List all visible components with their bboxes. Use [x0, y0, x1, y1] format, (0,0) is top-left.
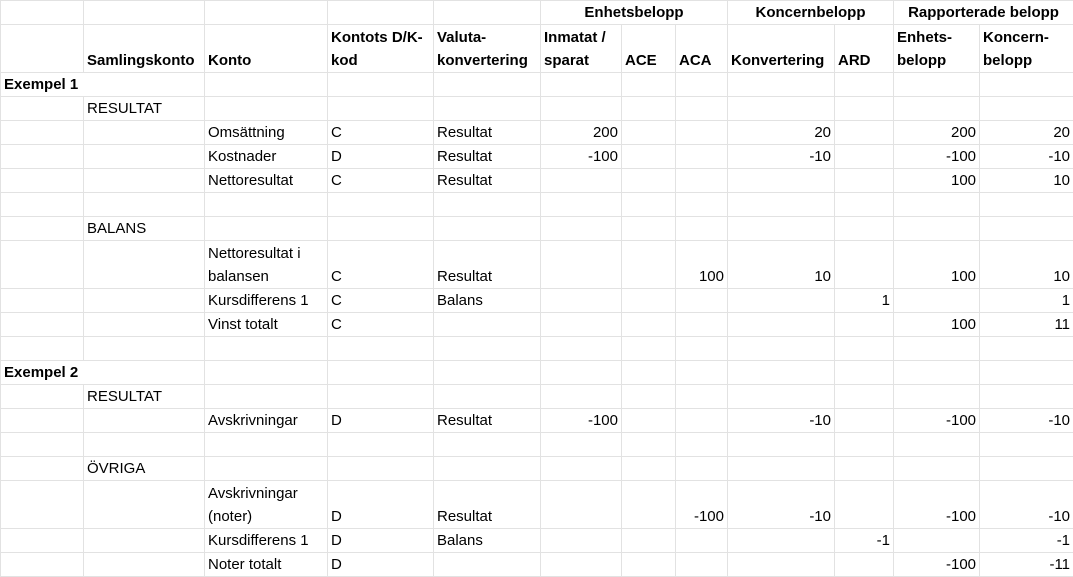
cell[interactable] — [835, 361, 894, 385]
ace-value[interactable] — [622, 169, 676, 193]
cell[interactable] — [835, 73, 894, 97]
ard-value[interactable] — [835, 409, 894, 433]
entered-value[interactable] — [541, 529, 622, 553]
ace-value[interactable] — [622, 145, 676, 169]
example-title[interactable]: Exempel 2 — [1, 361, 205, 385]
cell[interactable] — [1, 529, 84, 553]
cell[interactable] — [980, 73, 1073, 97]
cell[interactable] — [1, 193, 84, 217]
cell[interactable] — [205, 217, 328, 241]
cell[interactable] — [84, 241, 205, 289]
cell[interactable] — [84, 121, 205, 145]
dk-code[interactable]: D — [328, 409, 434, 433]
table-row — [1, 97, 1073, 121]
currency-conversion[interactable]: Resultat — [434, 145, 541, 169]
cell[interactable] — [541, 433, 622, 457]
account-name[interactable] — [205, 241, 328, 289]
cell[interactable] — [1, 409, 84, 433]
cell[interactable] — [328, 457, 434, 481]
dk-code[interactable]: C — [328, 121, 434, 145]
cell[interactable] — [894, 385, 980, 409]
cell[interactable] — [541, 457, 622, 481]
group-header-row — [1, 1, 1073, 25]
table-row — [1, 553, 1073, 577]
cell[interactable] — [1, 145, 84, 169]
cell[interactable] — [434, 457, 541, 481]
table-row — [1, 337, 1073, 361]
entered-value[interactable] — [541, 289, 622, 313]
cell[interactable] — [205, 1, 328, 25]
table-row — [1, 145, 1073, 169]
header-entered-line2: sparat — [544, 52, 590, 69]
ard-value[interactable] — [835, 145, 894, 169]
dk-code[interactable]: D — [328, 481, 434, 529]
header-group-line2: belopp — [983, 52, 1033, 69]
cell[interactable] — [1, 169, 84, 193]
header-entered[interactable] — [541, 25, 622, 73]
cell[interactable] — [676, 193, 728, 217]
table-row — [1, 313, 1073, 337]
header-account[interactable]: Konto — [205, 25, 328, 73]
header-entity-line2: belopp — [897, 52, 947, 69]
column-header-row — [1, 25, 1073, 73]
currency-conversion[interactable]: Resultat — [434, 169, 541, 193]
cell[interactable] — [1, 553, 84, 577]
header-entity-line1: Enhets- — [897, 29, 953, 46]
account-name[interactable]: Kursdifferens 1 — [205, 529, 328, 553]
cell[interactable] — [894, 337, 980, 361]
cell[interactable] — [1, 121, 84, 145]
cell[interactable] — [980, 97, 1073, 121]
table-row — [1, 409, 1073, 433]
reported-entity-value[interactable]: -100 — [894, 145, 980, 169]
account-name-line2: balansen — [208, 268, 269, 285]
reported-group-value[interactable]: 11 — [980, 313, 1073, 337]
cell[interactable] — [205, 433, 328, 457]
header-ace[interactable]: ACE — [622, 25, 676, 73]
header-aca[interactable]: ACA — [676, 25, 728, 73]
ard-value[interactable] — [835, 481, 894, 529]
ard-value[interactable] — [835, 241, 894, 289]
cell[interactable] — [84, 145, 205, 169]
account-name[interactable] — [205, 481, 328, 529]
entered-value[interactable] — [541, 481, 622, 529]
cell[interactable] — [434, 97, 541, 121]
entered-value[interactable] — [541, 313, 622, 337]
cell[interactable] — [434, 73, 541, 97]
table-row — [1, 289, 1073, 313]
header-currency-line2: konvertering — [437, 52, 528, 69]
cell[interactable] — [541, 73, 622, 97]
cell[interactable] — [84, 409, 205, 433]
header-group-amount[interactable] — [980, 25, 1073, 73]
cell[interactable] — [84, 193, 205, 217]
cell[interactable] — [622, 361, 676, 385]
entered-value[interactable]: 200 — [541, 121, 622, 145]
cell[interactable] — [84, 313, 205, 337]
ace-value[interactable] — [622, 121, 676, 145]
cell[interactable] — [980, 337, 1073, 361]
cell[interactable] — [622, 457, 676, 481]
reported-entity-value[interactable]: -100 — [894, 553, 980, 577]
currency-conversion[interactable]: Resultat — [434, 409, 541, 433]
account-name[interactable]: Vinst totalt — [205, 313, 328, 337]
cell[interactable] — [835, 97, 894, 121]
group-reported-amount[interactable]: Rapporterade belopp — [894, 1, 1073, 25]
cell[interactable] — [676, 73, 728, 97]
cell[interactable] — [835, 337, 894, 361]
cell[interactable] — [728, 361, 835, 385]
cell[interactable] — [328, 97, 434, 121]
currency-conversion[interactable]: Resultat — [434, 121, 541, 145]
reported-entity-value[interactable]: 200 — [894, 121, 980, 145]
cell[interactable] — [622, 433, 676, 457]
header-entered-line1: Inmatat / — [544, 29, 606, 46]
currency-conversion[interactable]: Balans — [434, 529, 541, 553]
cell[interactable] — [84, 481, 205, 529]
cell[interactable] — [328, 433, 434, 457]
cell[interactable] — [1, 313, 84, 337]
header-ard[interactable]: ARD — [835, 25, 894, 73]
ace-value[interactable] — [622, 529, 676, 553]
header-entity-amount[interactable] — [894, 25, 980, 73]
dk-code[interactable]: C — [328, 241, 434, 289]
cell[interactable] — [541, 361, 622, 385]
cell[interactable] — [980, 385, 1073, 409]
cell[interactable] — [622, 193, 676, 217]
account-name[interactable]: Nettoresultat — [205, 169, 328, 193]
section-label[interactable]: BALANS — [84, 217, 205, 241]
aca-value[interactable] — [676, 529, 728, 553]
cell[interactable] — [728, 97, 835, 121]
cell[interactable] — [622, 97, 676, 121]
ard-value[interactable]: -1 — [835, 529, 894, 553]
cell[interactable] — [980, 433, 1073, 457]
cell[interactable] — [434, 1, 541, 25]
reported-entity-value[interactable] — [894, 289, 980, 313]
reported-group-value[interactable]: -10 — [980, 145, 1073, 169]
cell[interactable] — [1, 25, 84, 73]
cell[interactable] — [205, 193, 328, 217]
currency-conversion[interactable]: Resultat — [434, 481, 541, 529]
cell[interactable] — [894, 361, 980, 385]
cell[interactable] — [622, 385, 676, 409]
currency-conversion[interactable] — [434, 553, 541, 577]
cell[interactable] — [328, 193, 434, 217]
ace-value[interactable] — [622, 313, 676, 337]
account-name[interactable]: Kostnader — [205, 145, 328, 169]
cell[interactable] — [835, 385, 894, 409]
reported-entity-value[interactable]: -100 — [894, 481, 980, 529]
section-label[interactable]: RESULTAT — [84, 97, 205, 121]
example-title[interactable]: Exempel 1 — [1, 73, 205, 97]
conversion-value[interactable] — [728, 553, 835, 577]
cell[interactable] — [434, 385, 541, 409]
cell[interactable] — [84, 337, 205, 361]
cell[interactable] — [835, 433, 894, 457]
cell[interactable] — [980, 361, 1073, 385]
cell[interactable] — [894, 97, 980, 121]
cell[interactable] — [1, 217, 84, 241]
group-group-amount[interactable]: Koncernbelopp — [728, 1, 894, 25]
table-row — [1, 241, 1073, 289]
aca-value[interactable] — [676, 553, 728, 577]
cell[interactable] — [205, 361, 328, 385]
cell[interactable] — [84, 289, 205, 313]
entered-value[interactable] — [541, 241, 622, 289]
cell[interactable] — [541, 97, 622, 121]
cell[interactable] — [84, 1, 205, 25]
header-dk-line2: kod — [331, 52, 358, 69]
cell[interactable] — [728, 433, 835, 457]
dk-code[interactable]: C — [328, 169, 434, 193]
cell[interactable] — [622, 73, 676, 97]
cell[interactable] — [1, 457, 84, 481]
cell[interactable] — [980, 193, 1073, 217]
header-currency-conversion[interactable] — [434, 25, 541, 73]
ace-value[interactable] — [622, 241, 676, 289]
cell[interactable] — [1, 337, 84, 361]
reported-group-value[interactable]: -1 — [980, 529, 1073, 553]
header-dk-code[interactable] — [328, 25, 434, 73]
ace-value[interactable] — [622, 481, 676, 529]
account-name[interactable]: Kursdifferens 1 — [205, 289, 328, 313]
header-collective-account[interactable]: Samlingskonto — [84, 25, 205, 73]
cell[interactable] — [622, 217, 676, 241]
reported-entity-value[interactable]: 100 — [894, 241, 980, 289]
section-label[interactable]: RESULTAT — [84, 385, 205, 409]
aca-value[interactable] — [676, 289, 728, 313]
account-name[interactable]: Noter totalt — [205, 553, 328, 577]
cell[interactable] — [676, 217, 728, 241]
entered-value[interactable]: -100 — [541, 409, 622, 433]
conversion-value[interactable] — [728, 169, 835, 193]
table-row — [1, 193, 1073, 217]
cell[interactable] — [622, 337, 676, 361]
cell[interactable] — [676, 337, 728, 361]
cell[interactable] — [1, 433, 84, 457]
conversion-value[interactable]: -10 — [728, 145, 835, 169]
currency-conversion[interactable]: Resultat — [434, 241, 541, 289]
cell[interactable] — [676, 97, 728, 121]
account-name-line2: (noter) — [208, 508, 253, 525]
aca-value[interactable]: -100 — [676, 481, 728, 529]
conversion-value[interactable]: -10 — [728, 409, 835, 433]
cell[interactable] — [728, 385, 835, 409]
table-row — [1, 385, 1073, 409]
cell[interactable] — [434, 433, 541, 457]
cell[interactable] — [894, 193, 980, 217]
entered-value[interactable]: -100 — [541, 145, 622, 169]
dk-code[interactable]: C — [328, 289, 434, 313]
cell[interactable] — [894, 73, 980, 97]
conversion-value[interactable]: 10 — [728, 241, 835, 289]
cell[interactable] — [328, 1, 434, 25]
cell[interactable] — [84, 169, 205, 193]
table-row — [1, 529, 1073, 553]
account-name[interactable]: Omsättning — [205, 121, 328, 145]
cell[interactable] — [676, 361, 728, 385]
cell[interactable] — [835, 457, 894, 481]
table-row — [1, 73, 1073, 97]
entered-value[interactable] — [541, 553, 622, 577]
reported-group-value[interactable]: -10 — [980, 409, 1073, 433]
cell[interactable] — [205, 73, 328, 97]
cell[interactable] — [328, 361, 434, 385]
cell[interactable] — [434, 361, 541, 385]
table-row — [1, 361, 1073, 385]
account-name-line1: Avskrivningar — [208, 485, 298, 502]
cell[interactable] — [541, 337, 622, 361]
cell[interactable] — [1, 241, 84, 289]
reported-group-value[interactable]: -10 — [980, 481, 1073, 529]
reported-entity-value[interactable]: 100 — [894, 313, 980, 337]
reported-group-value[interactable]: 10 — [980, 169, 1073, 193]
cell[interactable] — [676, 385, 728, 409]
aca-value[interactable] — [676, 145, 728, 169]
dk-code[interactable]: D — [328, 145, 434, 169]
dk-code[interactable]: C — [328, 313, 434, 337]
cell[interactable] — [835, 217, 894, 241]
conversion-value[interactable] — [728, 313, 835, 337]
cell[interactable] — [676, 457, 728, 481]
cell[interactable] — [541, 193, 622, 217]
reported-entity-value[interactable]: -100 — [894, 409, 980, 433]
cell[interactable] — [434, 337, 541, 361]
table-row — [1, 457, 1073, 481]
cell[interactable] — [205, 337, 328, 361]
cell[interactable] — [541, 217, 622, 241]
cell[interactable] — [84, 433, 205, 457]
conversion-value[interactable]: 20 — [728, 121, 835, 145]
ard-value[interactable] — [835, 313, 894, 337]
reported-group-value[interactable]: 1 — [980, 289, 1073, 313]
cell[interactable] — [1, 97, 84, 121]
table-row — [1, 121, 1073, 145]
conversion-value[interactable]: -10 — [728, 481, 835, 529]
cell[interactable] — [434, 193, 541, 217]
ace-value[interactable] — [622, 289, 676, 313]
account-name-line1: Nettoresultat i — [208, 245, 301, 262]
cell[interactable] — [676, 433, 728, 457]
cell[interactable] — [728, 73, 835, 97]
cell[interactable] — [328, 337, 434, 361]
aca-value[interactable] — [676, 409, 728, 433]
cell[interactable] — [1, 289, 84, 313]
cell[interactable] — [728, 193, 835, 217]
aca-value[interactable] — [676, 121, 728, 145]
section-label[interactable]: ÖVRIGA — [84, 457, 205, 481]
dk-code[interactable]: D — [328, 553, 434, 577]
cell[interactable] — [328, 217, 434, 241]
cell[interactable] — [1, 481, 84, 529]
cell[interactable] — [84, 529, 205, 553]
cell[interactable] — [1, 385, 84, 409]
table-row — [1, 433, 1073, 457]
reported-group-value[interactable]: 10 — [980, 241, 1073, 289]
ard-value[interactable] — [835, 121, 894, 145]
currency-conversion[interactable] — [434, 313, 541, 337]
ard-value[interactable]: 1 — [835, 289, 894, 313]
account-name[interactable]: Avskrivningar — [205, 409, 328, 433]
cell[interactable] — [980, 217, 1073, 241]
reported-entity-value[interactable] — [894, 529, 980, 553]
cell[interactable] — [894, 457, 980, 481]
cell[interactable] — [980, 457, 1073, 481]
ard-value[interactable] — [835, 553, 894, 577]
cell[interactable] — [205, 385, 328, 409]
ace-value[interactable] — [622, 553, 676, 577]
cell[interactable] — [728, 337, 835, 361]
cell[interactable] — [328, 73, 434, 97]
currency-conversion[interactable]: Balans — [434, 289, 541, 313]
header-dk-line1: Kontots D/K- — [331, 29, 423, 46]
cell[interactable] — [434, 217, 541, 241]
cell[interactable] — [1, 1, 84, 25]
cell[interactable] — [728, 457, 835, 481]
cell[interactable] — [894, 433, 980, 457]
table-row — [1, 217, 1073, 241]
aca-value[interactable] — [676, 169, 728, 193]
cell[interactable] — [835, 193, 894, 217]
cell[interactable] — [894, 217, 980, 241]
cell[interactable] — [84, 553, 205, 577]
cell[interactable] — [205, 457, 328, 481]
reported-entity-value[interactable]: 100 — [894, 169, 980, 193]
header-currency-line1: Valuta- — [437, 29, 487, 46]
header-group-line1: Koncern- — [983, 29, 1049, 46]
conversion-value[interactable] — [728, 289, 835, 313]
table-row — [1, 481, 1073, 529]
ard-value[interactable] — [835, 169, 894, 193]
cell[interactable] — [205, 97, 328, 121]
cell[interactable] — [728, 217, 835, 241]
cell[interactable] — [328, 385, 434, 409]
table-row — [1, 169, 1073, 193]
reported-group-value[interactable]: -11 — [980, 553, 1073, 577]
reported-group-value[interactable]: 20 — [980, 121, 1073, 145]
ace-value[interactable] — [622, 409, 676, 433]
aca-value[interactable] — [676, 313, 728, 337]
conversion-value[interactable] — [728, 529, 835, 553]
header-conversion[interactable]: Konvertering — [728, 25, 835, 73]
cell[interactable] — [541, 385, 622, 409]
group-entity-amount[interactable]: Enhetsbelopp — [541, 1, 728, 25]
aca-value[interactable]: 100 — [676, 241, 728, 289]
entered-value[interactable] — [541, 169, 622, 193]
dk-code[interactable]: D — [328, 529, 434, 553]
